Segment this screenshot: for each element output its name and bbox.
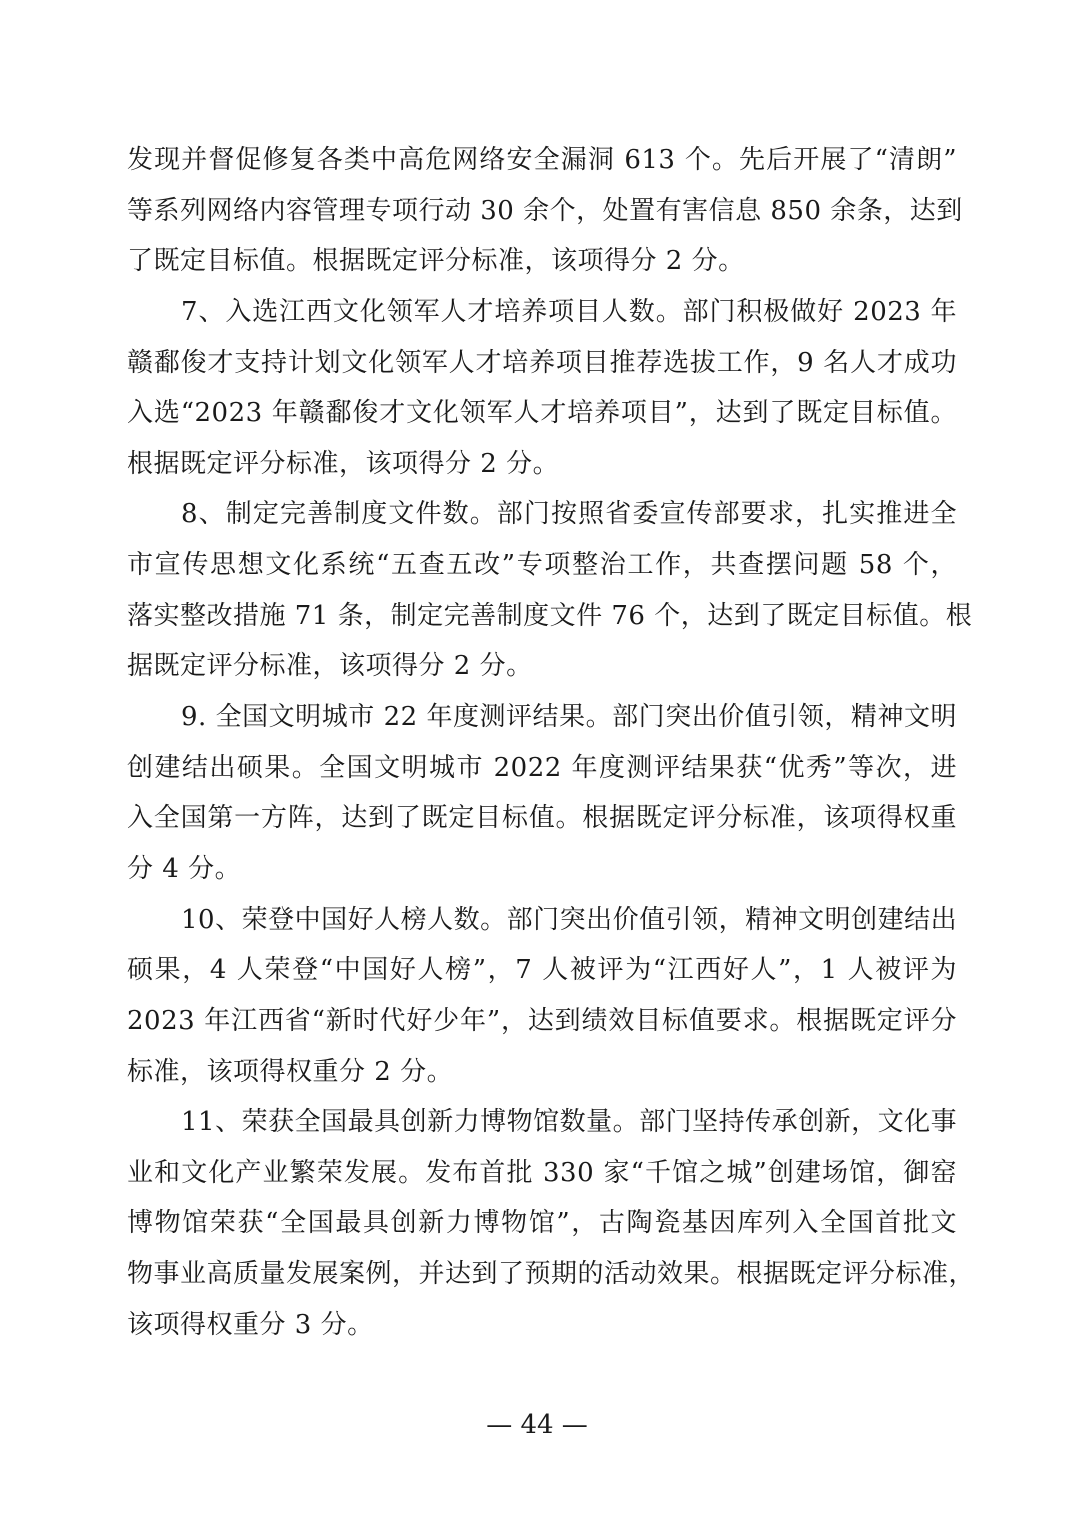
text-line: 硕果，4 人荣登“中国好人榜”，7 人被评为“江西好人”，1 人被评为: [127, 955, 957, 986]
text-line: 2023 年江西省“新时代好少年”，达到绩效目标值要求。根据既定评分: [127, 1005, 957, 1036]
text-line: 创建结出硕果。全国文明城市 2022 年度测评结果获“优秀”等次，进: [127, 752, 957, 783]
text-line: 分 4 分。: [127, 853, 242, 884]
text-line: 落实整改措施 71 条，制定完善制度文件 76 个，达到了既定目标值。根: [127, 600, 973, 631]
text-line: 等系列网络内容管理专项行动 30 余个，处置有害信息 850 余条，达到: [127, 195, 963, 226]
page-number: — 44 —: [486, 1410, 588, 1440]
text-line: 据既定评分标准，该项得分 2 分。: [127, 651, 533, 682]
text-line: 该项得权重分 3 分。: [127, 1309, 374, 1340]
text-line: 10、荣登中国好人榜人数。部门突出价值引领，精神文明创建结出: [181, 904, 958, 935]
paragraph: [127, 287, 957, 490]
text-line: 11、荣获全国最具创新力博物馆数量。部门坚持传承创新，文化事: [181, 1107, 958, 1138]
text-line: 标准，该项得权重分 2 分。: [127, 1056, 454, 1087]
paragraph: [127, 895, 957, 1098]
text-line: 根据既定评分标准，该项得分 2 分。: [127, 448, 560, 479]
text-line: 入全国第一方阵，达到了既定目标值。根据既定评分标准，该项得权重: [127, 803, 957, 834]
paragraph: [127, 135, 963, 287]
text-line: 市宣传思想文化系统“五查五改”专项整治工作，共查摆问题 58 个，: [127, 550, 957, 581]
text-line: 物事业高质量发展案例，并达到了预期的活动效果。根据既定评分标准，: [127, 1259, 976, 1290]
text-line: 8、制定完善制度文件数。部门按照省委宣传部要求，扎实推进全: [181, 499, 957, 530]
text-line: 入选“2023 年赣鄱俊才文化领军人才培养项目”，达到了既定目标值。: [127, 398, 957, 429]
text-line: 发现并督促修复各类中高危网络安全漏洞 613 个。先后开展了“清朗”: [127, 145, 957, 175]
text-line: 了既定目标值。根据既定评分标准，该项得分 2 分。: [127, 246, 745, 277]
document-body: [127, 135, 976, 1350]
text-line: 9. 全国文明城市 22 年度测评结果。部门突出价值引领，精神文明: [181, 702, 957, 733]
paragraph: [127, 692, 957, 895]
paragraph: [127, 1097, 976, 1350]
text-line: 7、入选江西文化领军人才培养项目人数。部门积极做好 2023 年: [181, 296, 957, 327]
text-line: 博物馆荣获“全国最具创新力博物馆”，古陶瓷基因库列入全国首批文: [127, 1208, 957, 1239]
text-line: 赣鄱俊才支持计划文化领军人才培养项目推荐选拔工作，9 名人才成功: [127, 347, 957, 378]
paragraph: [127, 489, 973, 692]
text-line: 业和文化产业繁荣发展。发布首批 330 家“千馆之城”创建场馆，御窑: [127, 1157, 957, 1188]
